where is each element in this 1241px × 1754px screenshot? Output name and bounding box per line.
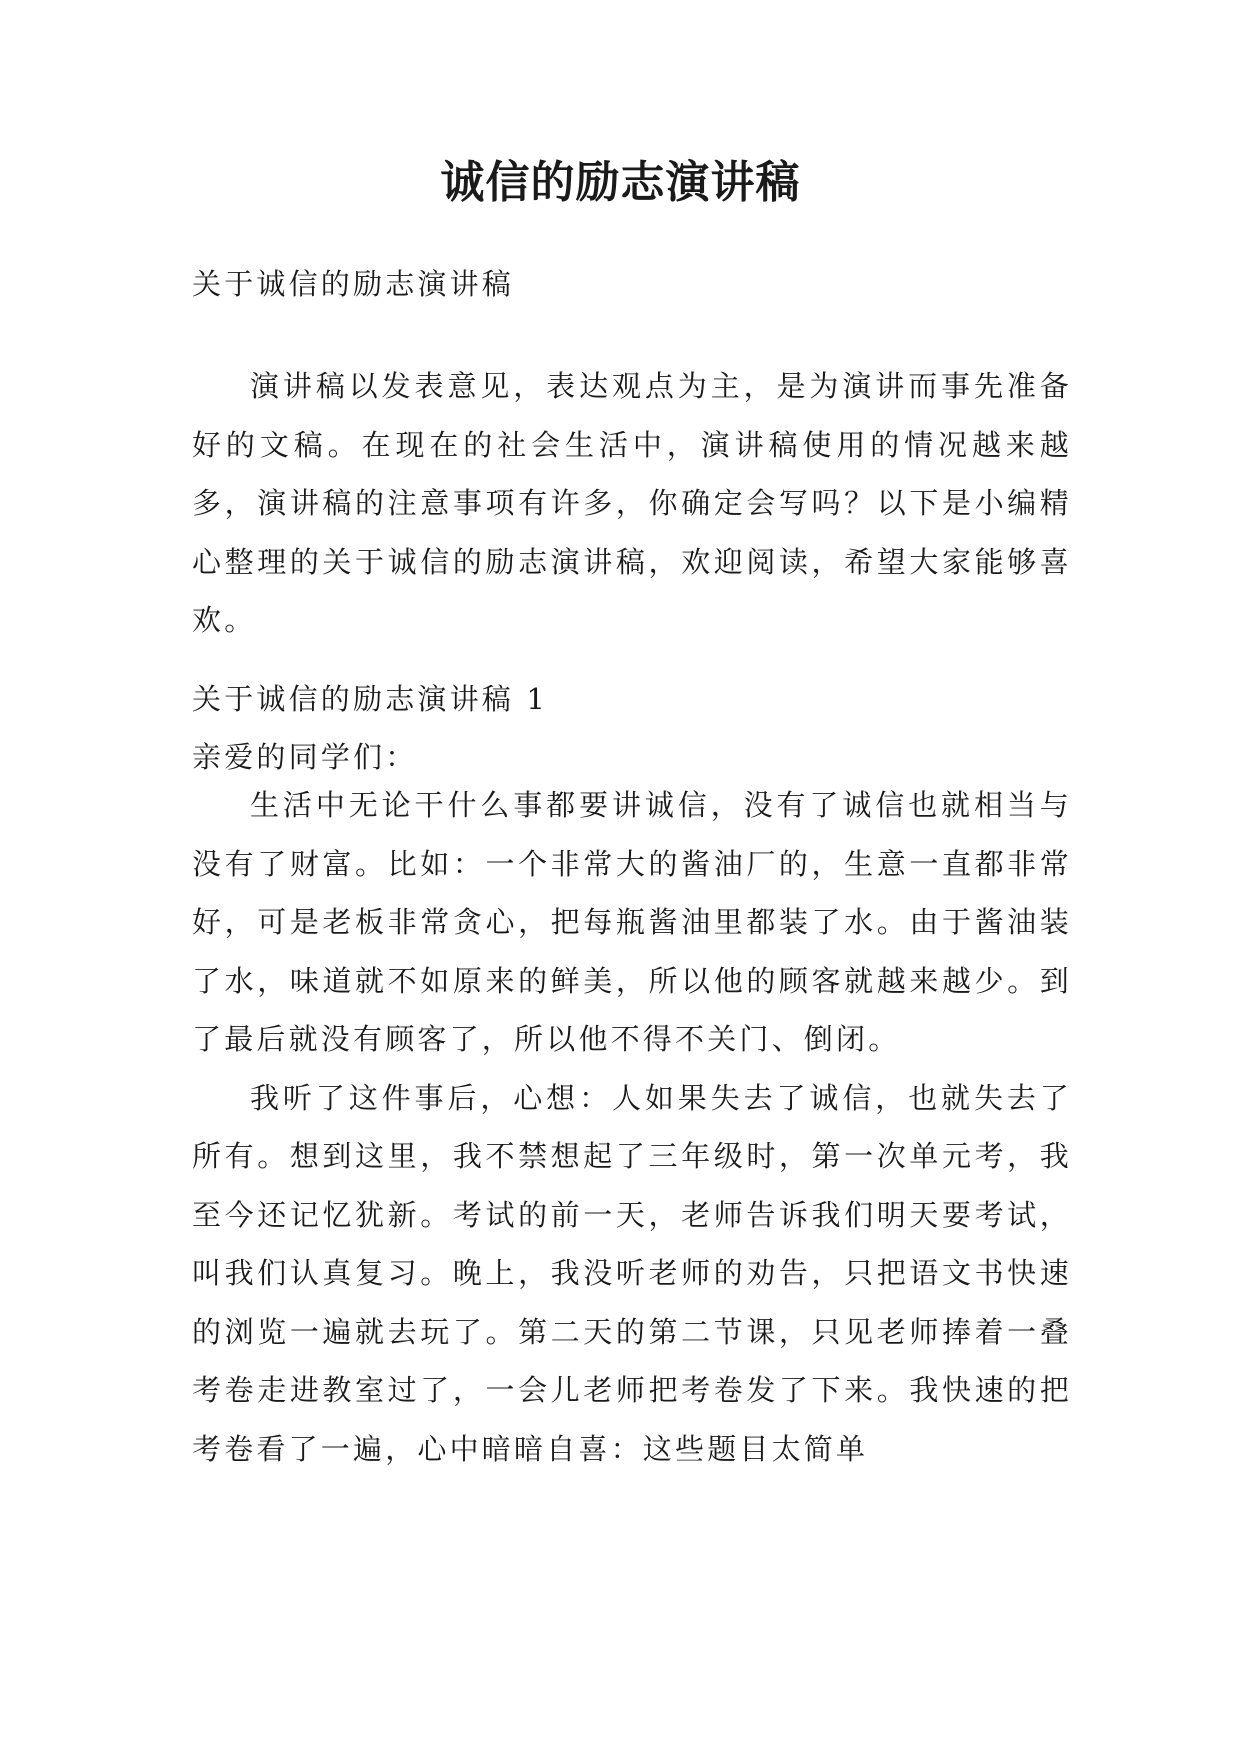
intro-block [192,357,1072,650]
document-title: 诚信的励志演讲稿 [440,157,801,208]
intro-paragraph: 演讲稿以发表意见，表达观点为主，是为演讲而事先准备好的文稿。在现在的社会生活中，演讲稿使用的情况越来越多，演讲稿的注意事项有许多，你确定会写吗？以下是小编精心整理的关于诚信的励志演讲稿，欢迎阅读，希望大家能够喜欢。 [192,369,1072,637]
document-subtitle: 关于诚信的励志演讲稿 [192,267,515,301]
section-heading: 关于诚信的励志演讲稿 1 [192,682,549,716]
body-paragraph-2: 我听了这件事后，心想：人如果失去了诚信，也就失去了所有。想到这里，我不禁想起了三年级时，第一次单元考，我至今还记忆犹新。考试的前一天，老师告诉我们明天要考试，叫我们认真复习。晚上，我没听老师的劝告，只把语文书快速的浏览一遍就去玩了。第二天的第二节课，只见老师捧着一叠考卷走进教室过了，一会儿老师把考卷发了下来。我快速的把考卷看了一遍，心中暗暗自喜：这些题目太简单 [192,1080,1072,1466]
body-paragraph-1: 生活中无论干什么事都要讲诚信，没有了诚信也就相当与没有了财富。比如：一个非常大的酱油厂的，生意一直都非常好，可是老板非常贪心，把每瓶酱油里都装了水。由于酱油装了水，味道就不如原来的鲜美，所以他的顾客就越来越少。到了最后就没有顾客了，所以他不得不关门、倒闭。 [192,788,1072,1056]
greeting: 亲爱的同学们： [192,740,418,774]
body-block [192,776,1072,1478]
